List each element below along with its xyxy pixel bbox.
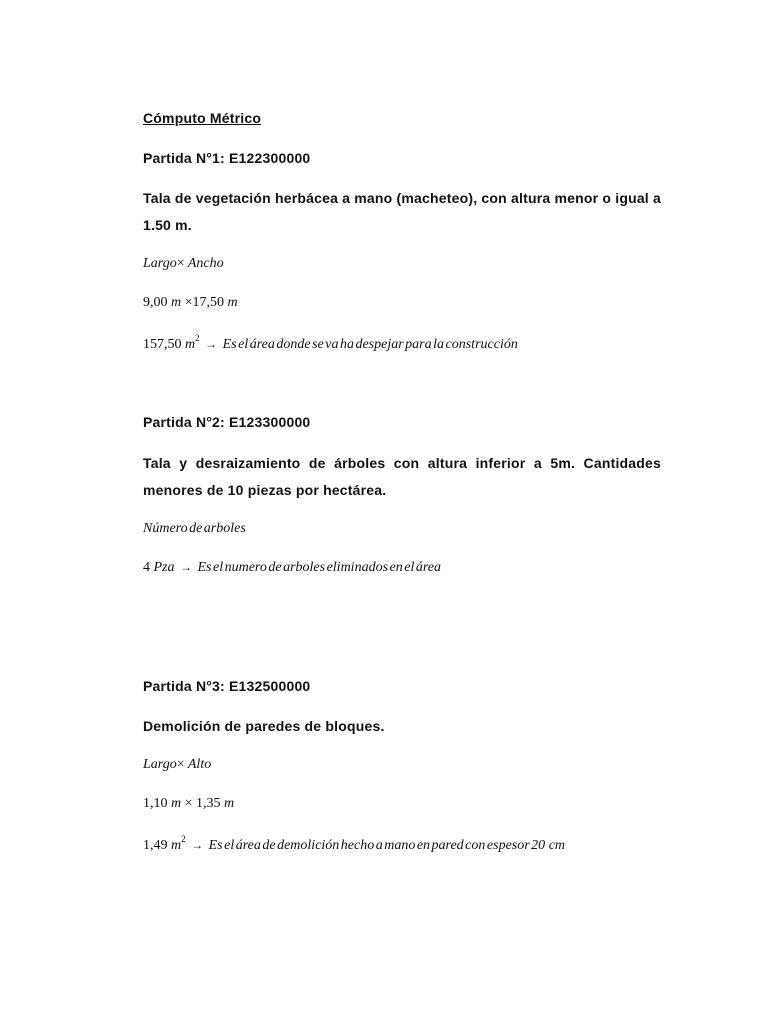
partida-3-values [143, 796, 234, 812]
result-value: 157,50 [143, 337, 182, 352]
unit-m: m [171, 295, 182, 310]
formula-label-largo: Largo [143, 757, 177, 772]
partida-1-result [143, 333, 518, 353]
arrow-icon: → [191, 838, 204, 852]
times-symbol: × [176, 256, 185, 271]
result-text: Es el numero de arboles eliminados en el área [197, 560, 441, 575]
exponent: 2 [181, 834, 186, 844]
document-title: Cómputo Métrico [143, 110, 262, 126]
partida-2-header: Partida N°2: E123300000 [143, 414, 311, 430]
partida-1-formula [143, 256, 224, 272]
partida-2-formula: Número de arboles [143, 521, 246, 536]
value-largo: 9,00 [143, 295, 168, 310]
times-symbol: × [184, 295, 193, 310]
arrow-icon: → [205, 337, 218, 351]
exponent: 2 [195, 333, 200, 343]
times-symbol: × [176, 757, 185, 772]
partida-1-header: Partida N°1: E122300000 [143, 150, 311, 166]
result-unit: m [185, 337, 196, 352]
times-symbol: × [184, 796, 193, 811]
result-text: Es el área donde se va ha despejar para la construcción [222, 337, 518, 352]
result-unit: m [171, 838, 182, 853]
unit-cm: cm [548, 838, 566, 853]
partida-2-result [143, 560, 441, 576]
value-largo: 1,10 [143, 796, 168, 811]
arrow-icon: → [180, 560, 192, 574]
partida-1-values [143, 295, 238, 311]
unit-m: m [171, 796, 182, 811]
partida-1-description: Tala de vegetación herbácea a mano (macheteo), con altura menor o igual a 1.50 m. [143, 190, 661, 233]
result-value: 1,49 [143, 838, 168, 853]
partida-3-formula [143, 757, 211, 773]
result-value: 4 [143, 560, 150, 575]
unit-m: m [224, 796, 235, 811]
partida-3-header: Partida N°3: E132500000 [143, 678, 311, 694]
result-text: Es el área de demolición hecho a mano en pared con espesor 20 [208, 838, 546, 853]
partida-3-description: Demolición de paredes de bloques. [143, 718, 385, 734]
partida-3-result [143, 834, 566, 854]
formula-label-ancho: Ancho [187, 256, 224, 271]
unit-m: m [227, 295, 238, 310]
result-unit: Pza [153, 560, 175, 575]
partida-2-description: Tala y desraizamiento de árboles con altura inferior a 5m. Cantidades menores de 10 piezas por hectárea. [143, 455, 661, 498]
value-alto: 1,35 [196, 796, 221, 811]
formula-label-alto: Alto [187, 757, 212, 772]
value-ancho: 17,50 [192, 295, 225, 310]
formula-label-largo: Largo [143, 256, 177, 271]
